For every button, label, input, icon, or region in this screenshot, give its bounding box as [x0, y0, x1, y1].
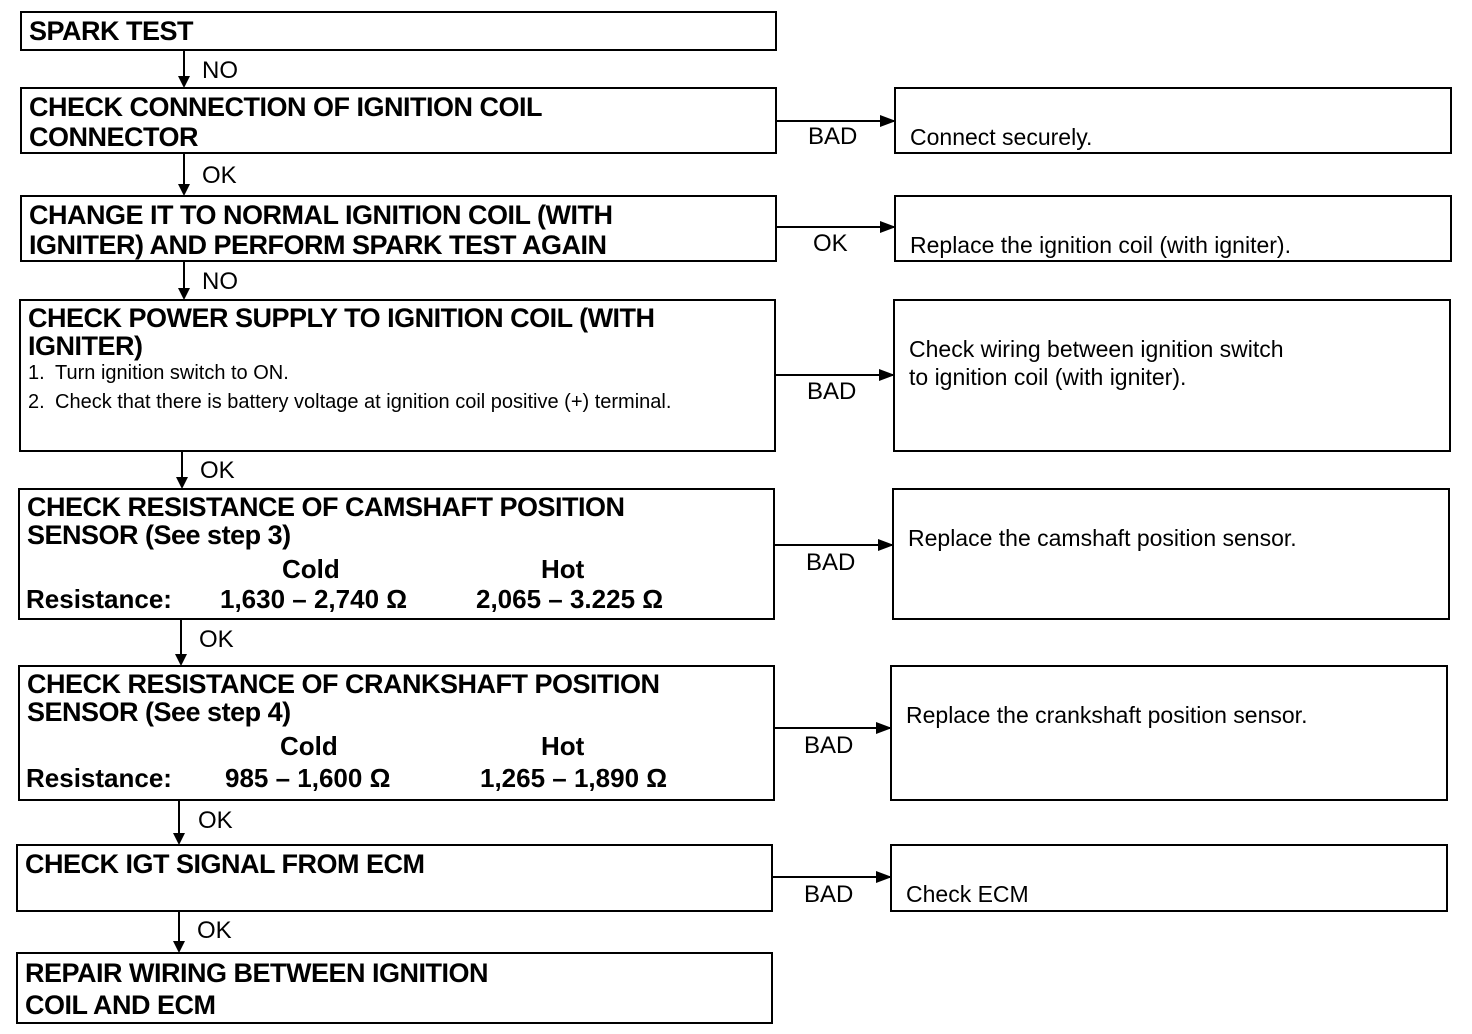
branch-label: BAD: [806, 549, 856, 576]
result-replace-ignition-coil: [894, 195, 1452, 262]
step-title: CHECK CONNECTION OF IGNITION COIL CONNECTOR: [29, 92, 542, 152]
step-spark-test: [20, 11, 777, 51]
step-title: CHECK RESISTANCE OF CAMSHAFT POSITION SENSOR (See step 3): [27, 492, 625, 550]
step-check-power-supply: [19, 299, 776, 452]
step-change-ignition-coil: [20, 195, 777, 262]
result-replace-camshaft-sensor: [892, 488, 1450, 620]
down-arrow-label: OK: [197, 917, 232, 944]
result-text: Replace the crankshaft position sensor.: [906, 702, 1308, 728]
down-arrow: [183, 51, 185, 86]
step-title: CHECK IGT SIGNAL FROM ECM: [25, 849, 425, 879]
down-arrow-label: OK: [198, 807, 233, 834]
instruction-item: [28, 360, 766, 386]
cold-resistance-value: 985 – 1,600 Ω: [225, 763, 391, 793]
instruction-item: [28, 390, 766, 414]
branch-arrow: [777, 226, 894, 228]
branch-arrow: [776, 374, 893, 376]
down-arrow-label: NO: [202, 268, 238, 295]
step-title: SPARK TEST: [29, 16, 194, 46]
result-text: Connect securely.: [910, 124, 1093, 150]
down-arrow: [178, 801, 180, 843]
branch-arrow: [773, 876, 890, 878]
step-check-camshaft-sensor: [18, 488, 775, 620]
down-arrow: [181, 452, 183, 487]
hot-label: Hot: [541, 731, 585, 761]
down-arrow: [178, 912, 180, 951]
down-arrow: [180, 620, 182, 664]
step-check-igt-signal: [16, 844, 773, 912]
instruction-text: Turn ignition switch to ON.: [55, 362, 289, 384]
cold-label: Cold: [280, 731, 338, 761]
result-replace-crankshaft-sensor: [890, 665, 1448, 801]
step-title: CHANGE IT TO NORMAL IGNITION COIL (WITH IGNITER) AND PERFORM SPARK TEST AGAIN: [29, 200, 613, 260]
result-check-wiring: [893, 299, 1451, 452]
down-arrow: [183, 262, 185, 298]
down-arrow-label: OK: [200, 457, 235, 484]
down-arrow-label: OK: [199, 626, 234, 653]
branch-label: BAD: [804, 732, 854, 759]
result-connect-securely: [894, 87, 1452, 154]
branch-label: BAD: [807, 378, 857, 405]
resistance-label: Resistance:: [26, 763, 172, 793]
hot-resistance-value: 2,065 – 3.225 Ω: [476, 584, 664, 614]
branch-arrow: [777, 120, 894, 122]
branch-label: BAD: [808, 123, 858, 150]
cold-label: Cold: [282, 554, 340, 584]
down-arrow: [183, 154, 185, 194]
result-text: Replace the camshaft position sensor.: [908, 525, 1297, 551]
result-text: Replace the ignition coil (with igniter).: [910, 232, 1291, 258]
resistance-label: Resistance:: [26, 584, 172, 614]
hot-resistance-value: 1,265 – 1,890 Ω: [480, 763, 668, 793]
step-title: CHECK RESISTANCE OF CRANKSHAFT POSITION SENSOR (See step 4): [27, 669, 660, 727]
cold-resistance-value: 1,630 – 2,740 Ω: [220, 584, 408, 614]
instruction-text: Check that there is battery voltage at ignition coil positive (+) terminal.: [55, 391, 672, 413]
branch-label: OK: [813, 230, 848, 257]
step-title: CHECK POWER SUPPLY TO IGNITION COIL (WITH IGNITER): [28, 303, 655, 361]
result-text: Check wiring between ignition switch to ignition coil (with igniter).: [909, 336, 1284, 390]
step-check-coil-connector: [20, 87, 777, 154]
down-arrow-label: NO: [202, 57, 238, 84]
instruction-number: 2.: [28, 391, 45, 413]
step-repair-wiring: [16, 952, 773, 1024]
resistance-spec: [20, 667, 773, 799]
step-title: REPAIR WIRING BETWEEN IGNITION COIL AND ECM: [25, 958, 488, 1020]
result-text: Check ECM: [906, 881, 1029, 907]
branch-arrow: [775, 727, 890, 729]
step-check-crankshaft-sensor: [18, 665, 775, 801]
down-arrow-label: OK: [202, 162, 237, 189]
resistance-spec: [20, 490, 773, 618]
branch-label: BAD: [804, 881, 854, 908]
result-check-ecm: [890, 844, 1448, 912]
hot-label: Hot: [541, 554, 585, 584]
instruction-number: 1.: [28, 362, 45, 384]
branch-arrow: [775, 544, 892, 546]
